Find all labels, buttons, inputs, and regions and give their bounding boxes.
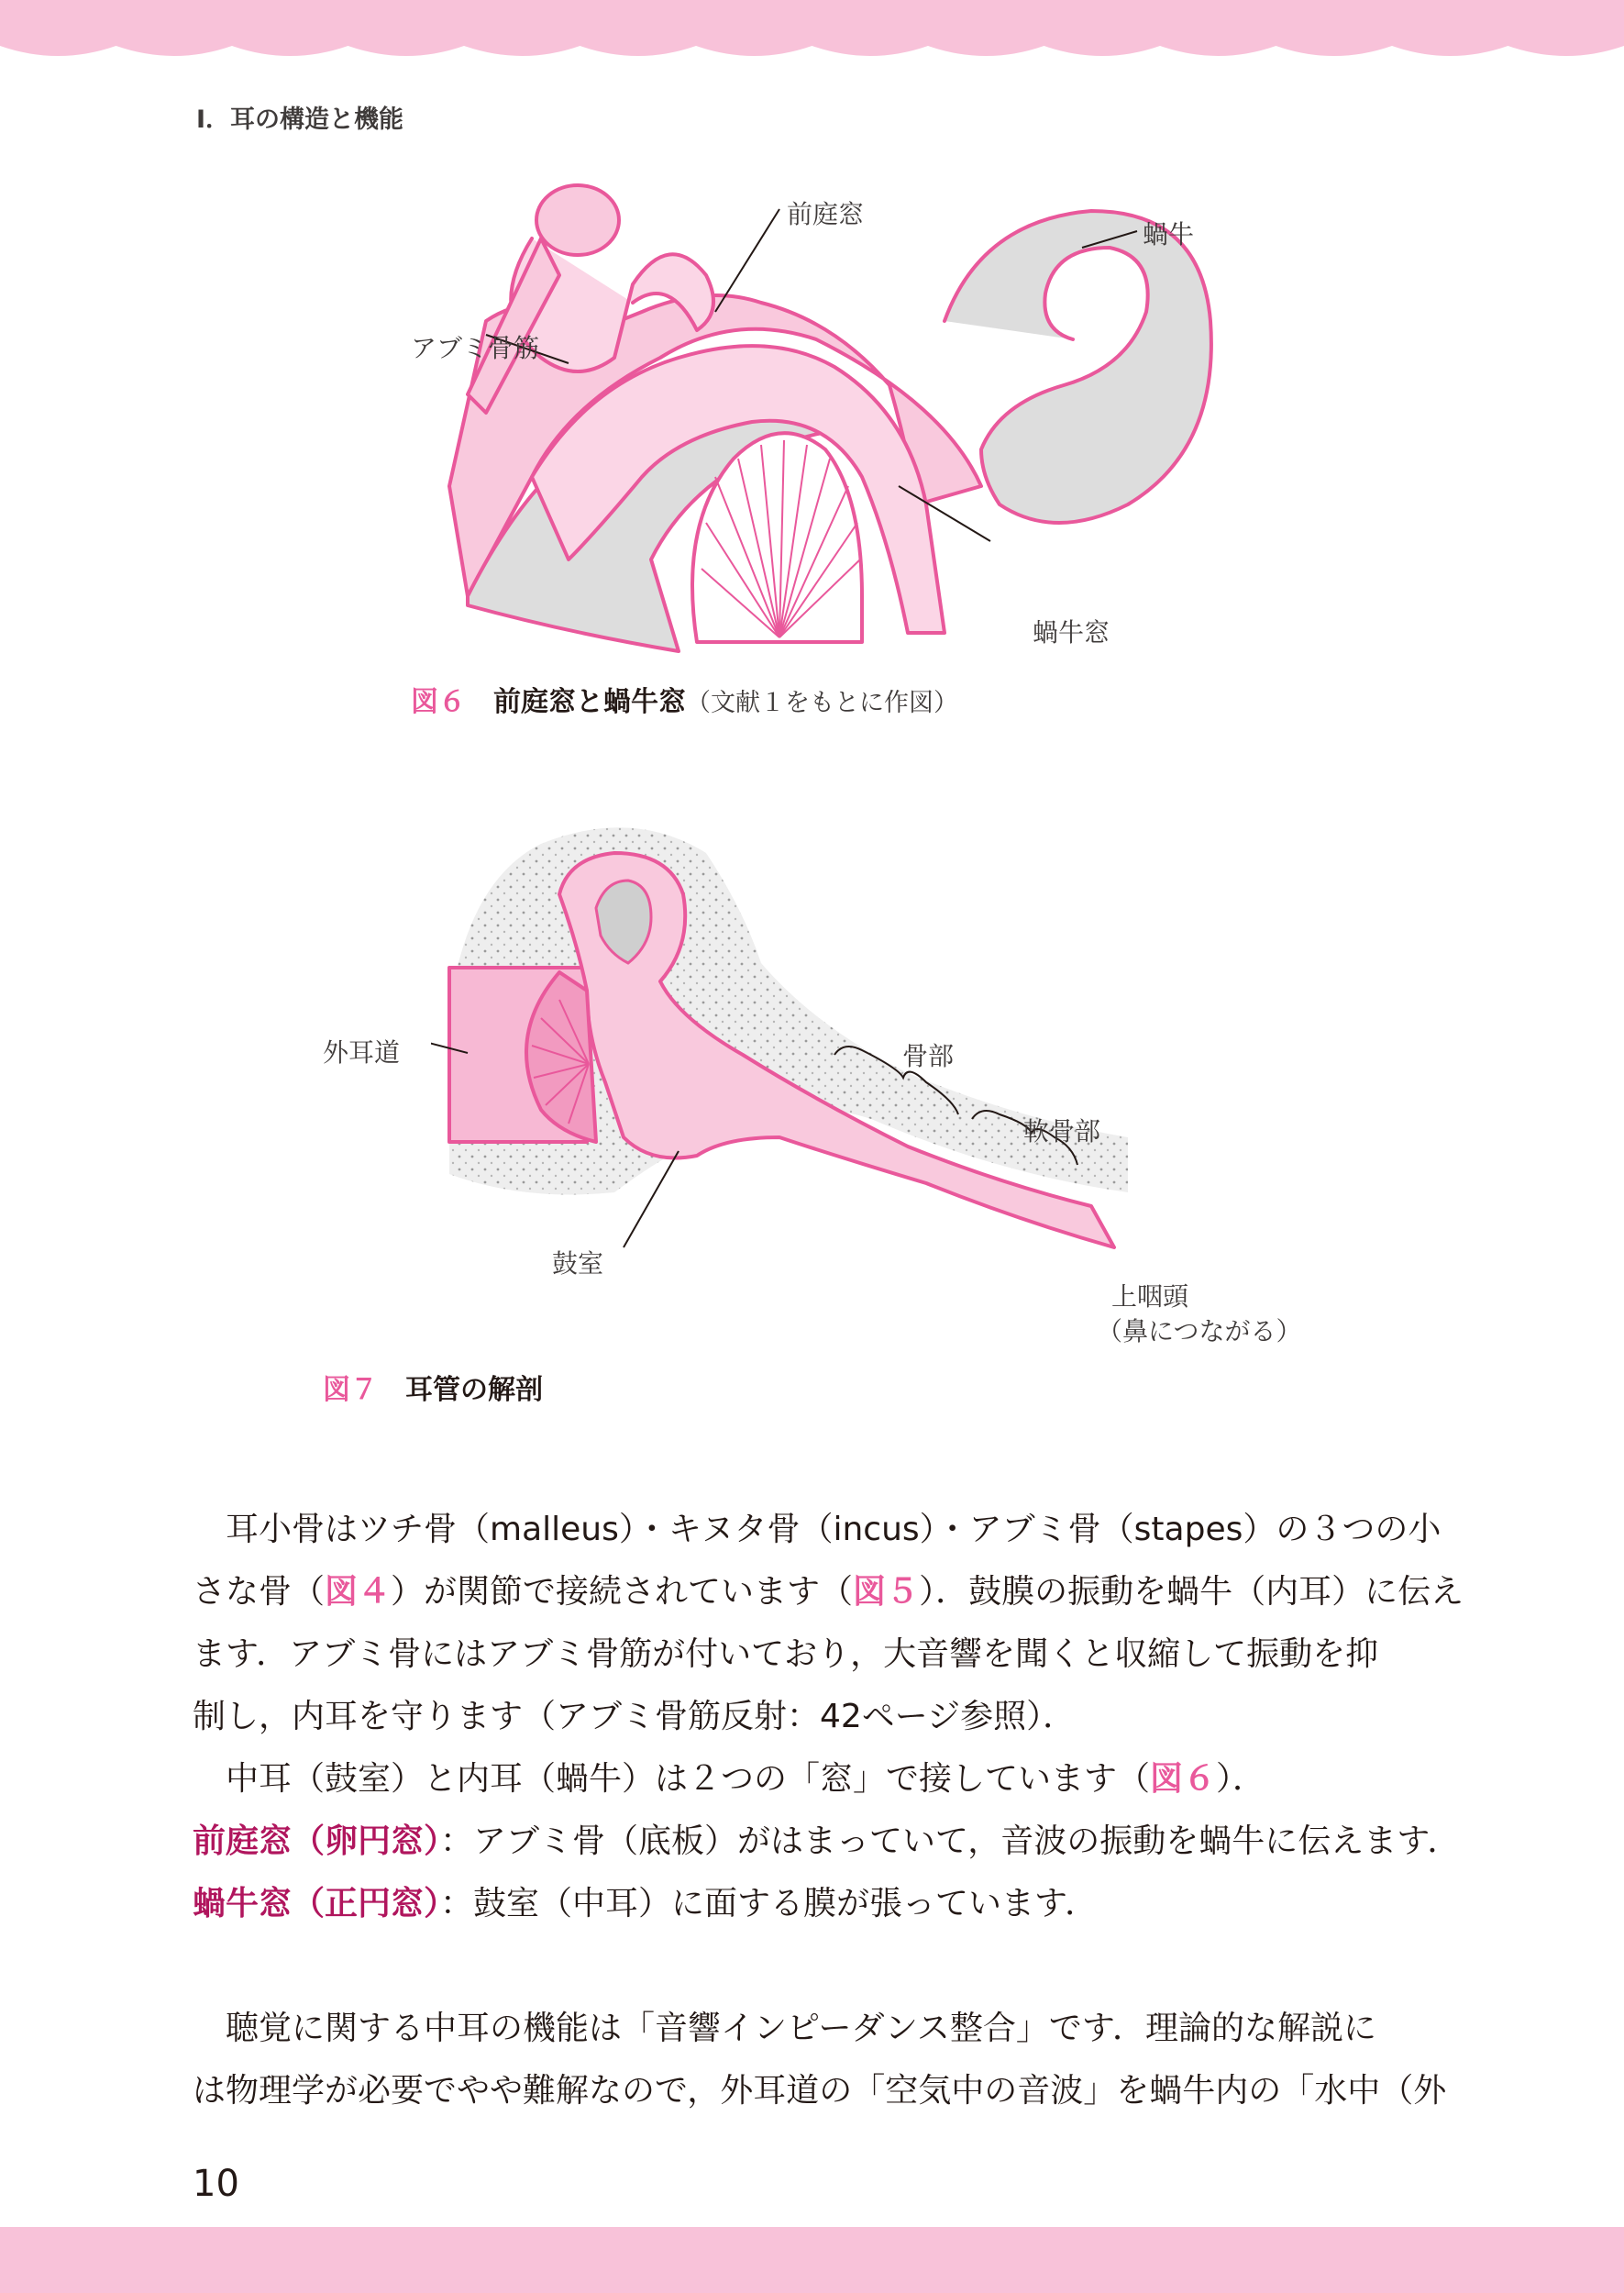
definition-round-window [193,1873,1440,1935]
para1-line1: 耳小骨はツチ骨（malleus）・キヌタ骨（incus）・アブミ骨（stapes）の３つの小 [226,1511,1442,1548]
leader-vestibular-window [715,209,779,312]
definition-vestibular-window [193,1811,1461,1873]
figure6-ref-link[interactable]: 図６ [1150,1760,1217,1798]
figure7-illustration [431,807,1146,1293]
para3-line1: 聴覚に関する中耳の機能は「音響インピーダンス整合」です．理論的な解説に [226,2010,1376,2047]
term-vestibular-window: 前庭窓（卵円窓） [193,1822,441,1860]
para2-line1 [193,1748,1440,1811]
para3-line2: は物理学が必要でやや難解なので，外耳道の「空気中の音波」を蝸牛内の「水中（外 [193,2072,1447,2110]
figure6-illustration [431,174,1238,660]
figure6-caption [411,679,958,719]
para2-text: 中耳（鼓室）と内耳（蝸牛）は２つの「窓」で接しています（ [226,1760,1151,1798]
label-nasopharynx: 上咽頭 [1111,1281,1189,1312]
label-cochlea: 蝸牛 [1143,219,1195,249]
figure6-number: 図６ [411,686,466,718]
label-bony-part: 骨部 [902,1041,955,1071]
definition-text: ：鼓室（中耳）に面する膜が張っています． [440,1885,1099,1922]
figure5-ref-link[interactable]: 図５ [853,1573,920,1611]
para1-text: ）が関節で接続されています（ [391,1573,854,1611]
para1-line4: 制し，内耳を守ります（アブミ骨筋反射：42ページ参照）． [193,1698,1077,1735]
page-number: 10 [193,2163,239,2205]
bottom-decorative-band [0,2227,1624,2293]
figure7-caption [323,1367,543,1407]
para1-line3: ます．アブミ骨にはアブミ骨筋が付いており，大音響を聞くと収縮して振動を抑 [193,1635,1379,1673]
stapes-head [536,185,619,255]
para1-text: さな骨（ [193,1573,326,1611]
label-round-window: 蝸牛窓 [1033,617,1110,648]
para2-text: ）． [1216,1760,1266,1798]
figure6-title: 前庭窓と蝸牛窓 [493,686,686,718]
top-decorative-band [0,0,1624,73]
figure7-title: 耳管の解剖 [405,1374,543,1406]
para1-line2 [193,1561,1464,1623]
label-ear-canal: 外耳道 [323,1037,401,1068]
label-nasopharynx-note: （鼻につながる） [1097,1316,1302,1346]
figure6-note: （文献１をもとに作図） [686,689,958,717]
label-vestibular-window: 前庭窓 [787,199,865,229]
label-cartilage-part: 軟骨部 [1023,1116,1101,1146]
definition-text: ：アブミ骨（底板）がはまっていて，音波の振動を蝸牛に伝えます． [440,1822,1461,1860]
section-title: I．耳の構造と機能 [196,105,404,134]
figure7-number: 図７ [323,1374,378,1406]
para1-text: ）．鼓膜の振動を蝸牛（内耳）に伝え [919,1573,1464,1611]
cochlea-shell [945,211,1211,523]
label-tympanic-cavity: 鼓室 [552,1248,604,1279]
term-round-window: 蝸牛窓（正円窓） [193,1885,441,1922]
body-text [193,1499,1464,2122]
paragraph-gap [193,1935,1440,1998]
figure4-ref-link[interactable]: 図４ [325,1573,392,1611]
label-stapedius: アブミ骨筋 [411,333,540,363]
